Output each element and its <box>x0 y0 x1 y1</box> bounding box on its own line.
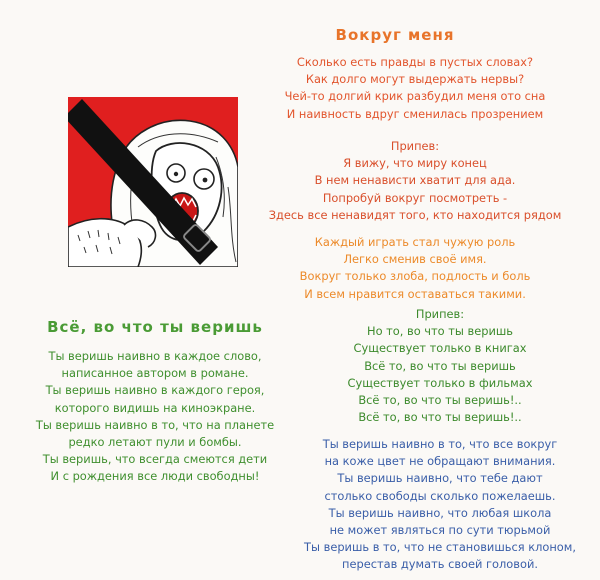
lyric-line: Ты веришь наивно, что любая школа <box>328 505 552 520</box>
lyric-line: Здесь все ненавидят того, кто находится рядом <box>268 207 562 222</box>
lyric-line: Ты веришь наивно в то, что на планете <box>35 417 275 432</box>
lyric-line: написанное автором в романе. <box>61 366 249 381</box>
lyric-line: В нем ненависти хватит для ада. <box>314 173 516 188</box>
lyric-line: редко летают пули и бомбы. <box>68 435 242 450</box>
lyric-line: Но то, во что ты веришь <box>367 324 513 339</box>
lyric-line: Я вижу, что миру конец <box>343 156 487 171</box>
lyric-line: Всё то, во что ты веришь <box>364 358 516 373</box>
lyric-line: Попробуй вокруг посмотреть - <box>322 190 508 205</box>
lyric-line: которого видишь на киноэкране. <box>54 400 256 415</box>
lyric-line: И всем нравится оставаться такими. <box>304 286 526 301</box>
song2-title: Всё, во что ты веришь <box>47 318 263 336</box>
lyric-line: Всё то, во что ты веришь!.. <box>358 393 522 408</box>
lyric-line: Существует только в фильмах <box>347 375 533 390</box>
song2-verse1 <box>10 348 300 486</box>
song1-verse2 <box>250 234 580 303</box>
song2-verse2 <box>292 436 588 574</box>
lyric-line: И с рождения все люди свободны! <box>50 469 260 484</box>
lyric-line: Ты веришь наивно в каждое слово, <box>48 349 262 363</box>
lyric-line: Вокруг только злоба, подлость и боль <box>299 269 531 284</box>
lyric-line: Существует только в книгах <box>353 341 527 356</box>
lyric-line: на коже цвет не обращают внимания. <box>324 454 556 469</box>
lyric-line: Как долго могут выдержать нервы? <box>305 72 525 87</box>
song1-chorus <box>250 138 580 224</box>
lyric-line: Ты веришь в то, что не становишься клоном, <box>304 540 576 555</box>
lyric-line: И наивность вдруг сменилась прозрением <box>286 106 544 121</box>
song1-verse1 <box>250 54 580 123</box>
screaming-face-icon <box>68 97 238 267</box>
lyric-line: перестав думать своей головой. <box>342 557 538 572</box>
lyric-line: Каждый играть стал чужую роль <box>314 235 516 249</box>
lyric-line: Ты веришь наивно в каждого героя, <box>45 383 265 398</box>
lyric-line: Всё то, во что ты веришь!.. <box>358 410 522 425</box>
lyric-line: Ты веришь, что всегда смеются дети <box>42 452 268 467</box>
lyric-line: Ты веришь наивно в то, что все вокруг <box>322 437 558 451</box>
lyric-line: столько свободы сколько пожелаешь. <box>324 488 556 503</box>
song2-chorus <box>300 306 580 426</box>
chorus-label: Припев: <box>390 139 440 153</box>
lyric-line: Чей-то долгий крик разбудил меня ото сна <box>284 89 546 104</box>
chorus-label: Припев: <box>415 307 465 321</box>
lyric-line: Легко сменив своё имя. <box>343 252 487 267</box>
song1-title: Вокруг меня <box>335 26 455 44</box>
lyric-line: Ты веришь наивно, что тебе дают <box>337 471 543 486</box>
lyric-line: не может являться по сути тюрьмой <box>329 523 551 538</box>
lyric-line: Сколько есть правды в пустых словах? <box>296 55 534 69</box>
illustration <box>68 97 238 267</box>
